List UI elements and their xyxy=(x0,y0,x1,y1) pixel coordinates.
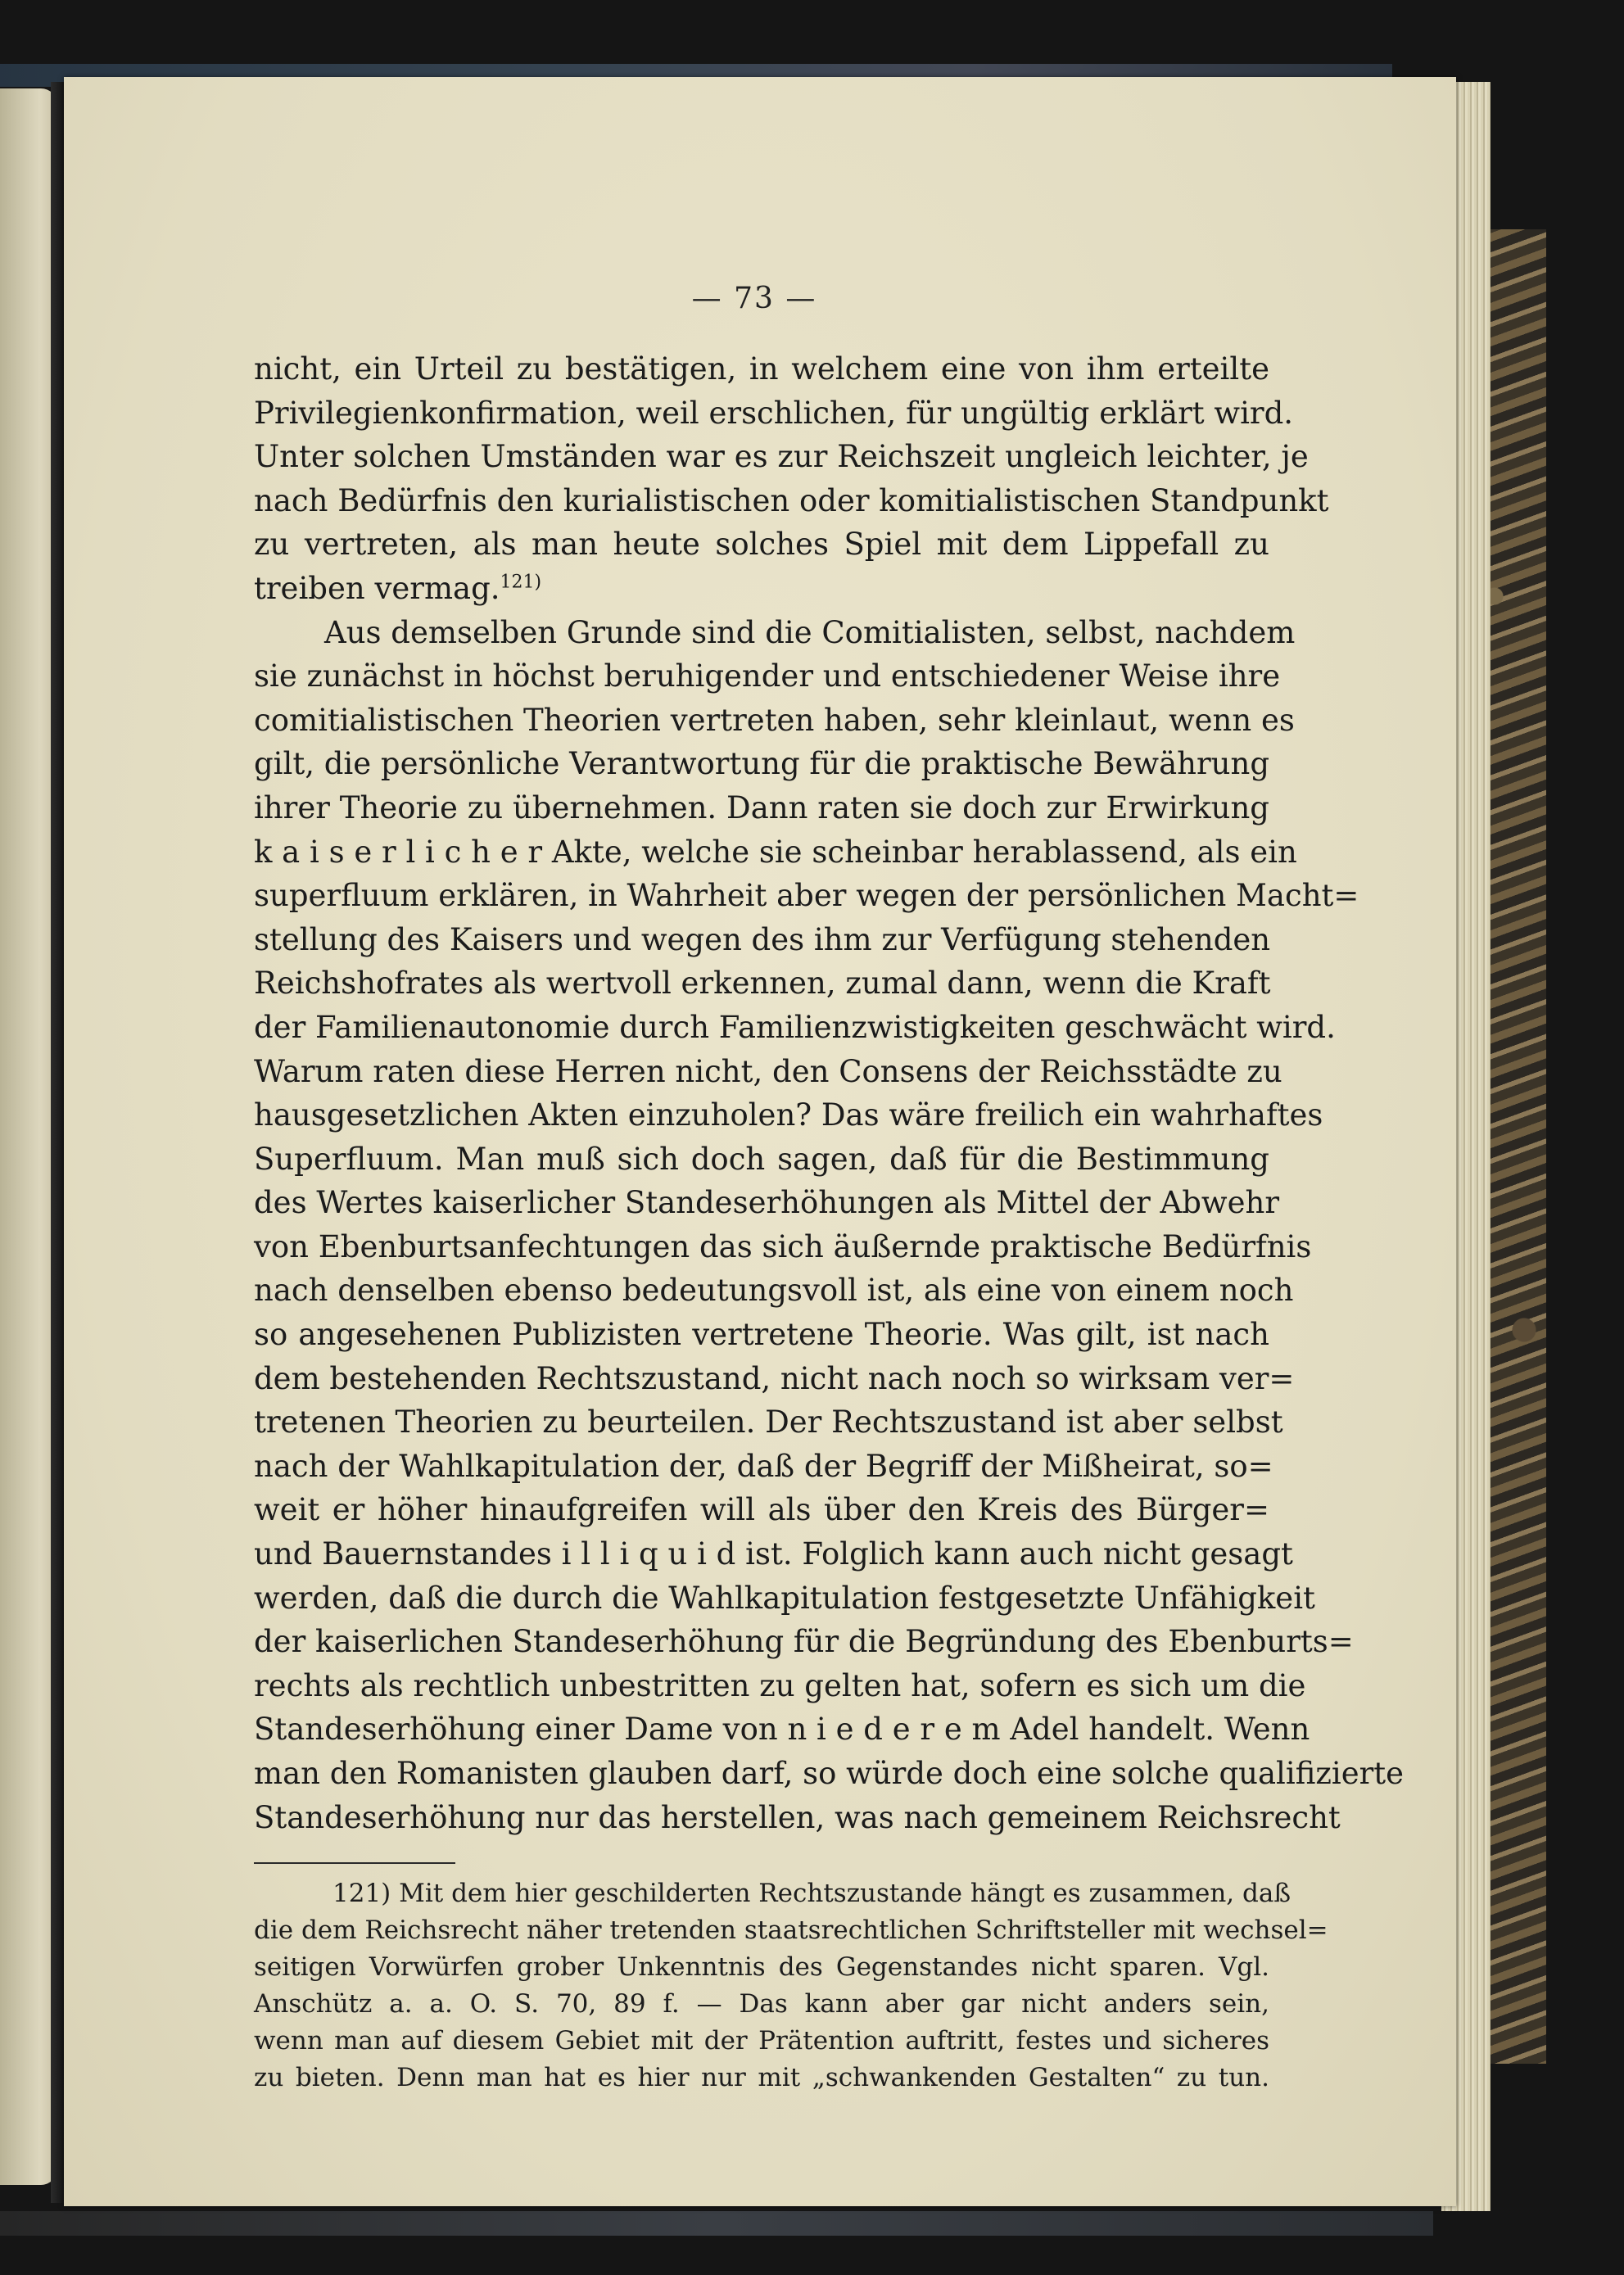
text-line: zu vertreten, als man heute solches Spiel mit dem Lippefall zu xyxy=(254,527,1269,563)
text-line: nicht, ein Urteil zu bestätigen, in welchem eine von ihm erteilte xyxy=(254,351,1269,387)
text-line: ihrer Theorie zu übernehmen. Dann raten sie doch zur Erwirkung xyxy=(254,789,1269,825)
footnote-line: wenn man auf diesem Gebiet mit der Prätention auftritt, festes und sicheres xyxy=(254,2026,1269,2056)
text-line: Privilegienkonfirmation, weil erschlichen, für ungültig erklärt wird. xyxy=(254,395,1294,431)
text-line: Aus demselben Grunde sind die Comitialisten, selbst, nachdem xyxy=(324,614,1296,650)
text-line: tretenen Theorien zu beurteilen. Der Rechtszustand ist aber selbst xyxy=(254,1404,1283,1441)
text-line: sie zunächst in höchst beruhigender und entschiedener Weise ihre xyxy=(254,658,1281,694)
text-line: Reichshofrates als wertvoll erkennen, zumal dann, wenn die Kraft xyxy=(254,966,1271,1002)
text-line-content: treiben vermag. xyxy=(254,570,500,606)
book-page xyxy=(64,77,1456,2206)
footnote-line: Anschütz a. a. O. S. 70, 89 f. — Das kann aber gar nicht anders sein, xyxy=(254,1989,1269,2019)
text-line: so angesehenen Publizisten vertretene Theorie. Was gilt, ist nach xyxy=(254,1317,1269,1353)
page-number: — 73 — xyxy=(691,282,817,315)
footnote-reference: 121) xyxy=(500,572,542,593)
text-line: superfluum erklären, in Wahrheit aber wegen der persönlichen Macht= xyxy=(254,878,1359,914)
footnotes xyxy=(254,1875,1328,2096)
text-line: und Bauernstandes i l l i q u i d ist. Folglich kann auch nicht gesagt xyxy=(254,1536,1293,1572)
book-cover-bottom-edge xyxy=(0,2211,1433,2236)
text-line: von Ebenburtsanfechtungen das sich äußernde praktische Bedürfnis xyxy=(254,1228,1312,1264)
text-line: der Familienautonomie durch Familienzwistigkeiten geschwächt wird. xyxy=(254,1009,1336,1045)
text-line: Standeserhöhung einer Dame von n i e d e r e m Adel handelt. Wenn xyxy=(254,1712,1310,1748)
text-line: Superfluum. Man muß sich doch sagen, daß für die Bestimmung xyxy=(254,1141,1269,1177)
footnote-divider xyxy=(254,1862,455,1864)
text-line: der kaiserlichen Standeserhöhung für die Begründung des Ebenburts= xyxy=(254,1624,1354,1660)
text-line: dem bestehenden Rechtszustand, nicht nach noch so wirksam ver= xyxy=(254,1360,1295,1396)
text-line: des Wertes kaiserlicher Standeserhöhungen als Mittel der Abwehr xyxy=(254,1185,1280,1221)
footnote-line: die dem Reichsrecht näher tretenden staatsrechtlichen Schriftsteller mit wechsel= xyxy=(254,1915,1328,1945)
body-text xyxy=(254,347,1405,1839)
text-line: Standeserhöhung nur das herstellen, was nach gemeinem Reichsrecht xyxy=(254,1799,1341,1835)
text-line: nach Bedürfnis den kurialistischen oder komitialistischen Standpunkt xyxy=(254,482,1329,518)
facing-page-edge xyxy=(0,88,57,2185)
text-line: Warum raten diese Herren nicht, den Consens der Reichsstädte zu xyxy=(254,1053,1282,1089)
text-line: gilt, die persönliche Verantwortung für die praktische Bewährung xyxy=(254,746,1270,782)
text-line: rechts als rechtlich unbestritten zu gelten hat, sofern es sich um die xyxy=(254,1667,1306,1703)
text-line: nach der Wahlkapitulation der, daß der Begriff der Mißheirat, so= xyxy=(254,1448,1273,1484)
text-line: man den Romanisten glauben darf, so würde doch eine solche qualifizierte xyxy=(254,1756,1405,1791)
text-line: weit er höher hinaufgreifen will als über den Kreis des Bürger= xyxy=(254,1492,1269,1528)
text-line: Unter solchen Umständen war es zur Reichszeit ungleich leichter, je xyxy=(254,439,1309,475)
text-line: nach denselben ebenso bedeutungsvoll ist, als eine von einem noch xyxy=(254,1273,1294,1309)
footnote-line: seitigen Vorwürfen grober Unkenntnis des Gegenstandes nicht sparen. Vgl. xyxy=(254,1952,1269,1982)
text-line: werden, daß die durch die Wahlkapitulation festgesetzte Unfähigkeit xyxy=(254,1580,1315,1616)
text-line: hausgesetzlichen Akten einzuholen? Das wäre freilich ein wahrhaftes xyxy=(254,1097,1323,1133)
text-line: comitialistischen Theorien vertreten haben, sehr kleinlaut, wenn es xyxy=(254,702,1295,738)
footnote-line: zu bieten. Denn man hat es hier nur mit „schwankenden Gestalten“ zu tun. xyxy=(254,2063,1269,2092)
text-line: stellung des Kaisers und wegen des ihm zur Verfügung stehenden xyxy=(254,921,1271,957)
text-line xyxy=(254,567,1269,611)
text-line: k a i s e r l i c h e r Akte, welche sie scheinbar herablassend, als ein xyxy=(254,834,1297,870)
footnote-line: 121) Mit dem hier geschilderten Rechtszustande hängt es zusammen, daß xyxy=(332,1879,1292,1908)
